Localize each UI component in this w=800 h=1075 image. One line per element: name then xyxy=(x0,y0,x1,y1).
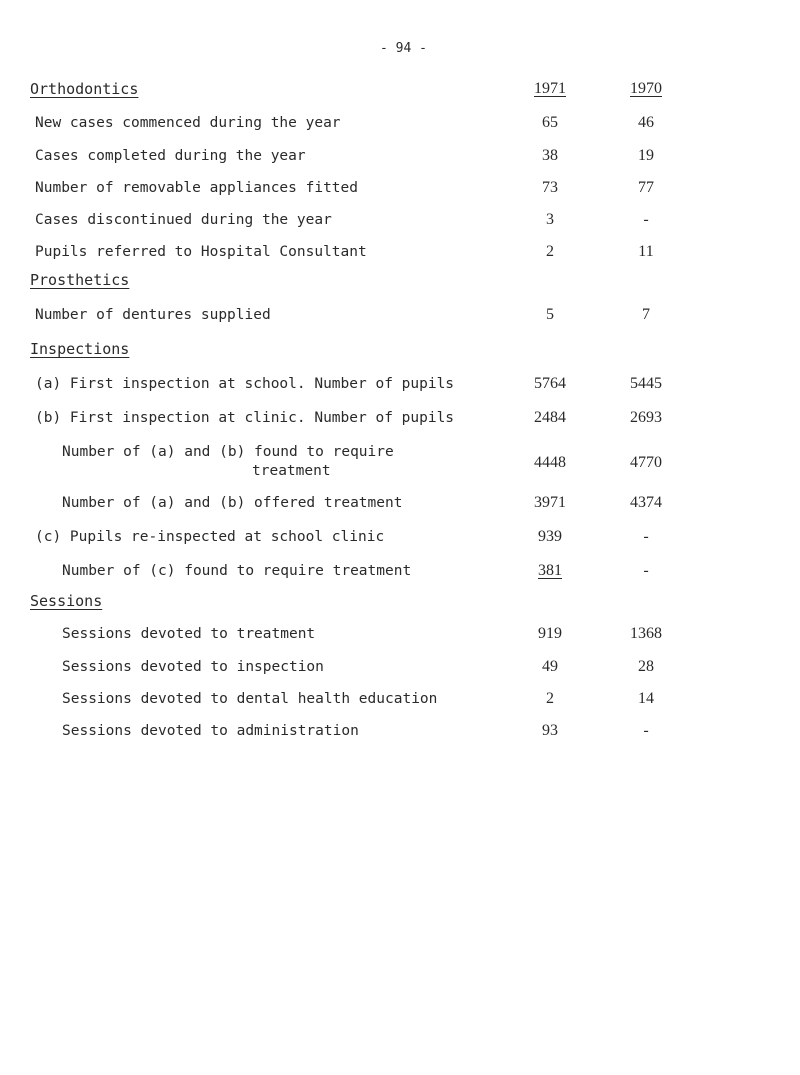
row-label: Number of (a) and (b) offered treatment xyxy=(62,495,403,511)
sessions-heading: Sessions xyxy=(30,592,103,610)
row-label: (a) First inspection at school. Number of pupils xyxy=(35,376,455,392)
row-label: Sessions devoted to administration xyxy=(62,723,359,739)
value-1970: - xyxy=(643,211,649,228)
value-1971: 939 xyxy=(538,528,562,545)
prosthetics-heading: Prosthetics xyxy=(30,271,130,289)
value-1970: 11 xyxy=(638,243,654,260)
row-label: New cases commenced during the year xyxy=(35,115,341,131)
value-1970: 19 xyxy=(638,147,654,164)
value-1970: - xyxy=(643,722,649,739)
value-1971: 49 xyxy=(542,658,558,675)
value-1971: 2484 xyxy=(534,409,566,426)
value-1970: 1368 xyxy=(630,625,662,642)
row-label-continuation: treatment xyxy=(252,463,331,479)
value-1971: 4448 xyxy=(534,454,566,471)
value-1970: 4770 xyxy=(630,454,662,471)
value-1971: 5764 xyxy=(534,375,566,392)
value-1970: 5445 xyxy=(630,375,662,392)
value-1971: 93 xyxy=(542,722,558,739)
value-1971: 38 xyxy=(542,147,558,164)
value-1970: 7 xyxy=(642,306,650,323)
row-label: Cases completed during the year xyxy=(35,148,306,164)
value-1971: 73 xyxy=(542,179,558,196)
value-1970: 46 xyxy=(638,114,654,131)
value-1970: 4374 xyxy=(630,494,662,511)
row-label: Number of (a) and (b) found to require xyxy=(62,444,394,460)
value-1971: 65 xyxy=(542,114,558,131)
value-1970: - xyxy=(643,528,649,545)
value-1970: 28 xyxy=(638,658,654,675)
value-1971: 2 xyxy=(546,243,554,260)
value-1971: 381 xyxy=(538,562,562,579)
value-1971: 2 xyxy=(546,690,554,707)
row-label: Pupils referred to Hospital Consultant xyxy=(35,244,367,260)
row-label: Sessions devoted to inspection xyxy=(62,659,324,675)
row-label: Number of (c) found to require treatment xyxy=(62,563,412,579)
value-1971: 5 xyxy=(546,306,554,323)
column-header-1970: 1970 xyxy=(630,80,662,97)
value-1970: 77 xyxy=(638,179,654,196)
orthodontics-heading: Orthodontics xyxy=(30,80,139,98)
row-label: (b) First inspection at clinic. Number of pupils xyxy=(35,410,455,426)
row-label: Number of removable appliances fitted xyxy=(35,180,359,196)
page-number: - 94 - xyxy=(380,41,427,56)
row-label: Sessions devoted to dental health education xyxy=(62,691,438,707)
value-1970: 2693 xyxy=(630,409,662,426)
value-1971: 3 xyxy=(546,211,554,228)
row-label: Number of dentures supplied xyxy=(35,307,271,323)
value-1971: 3971 xyxy=(534,494,566,511)
row-label: (c) Pupils re-inspected at school clinic xyxy=(35,529,385,545)
value-1970: 14 xyxy=(638,690,654,707)
column-header-1971: 1971 xyxy=(534,80,566,97)
row-label: Sessions devoted to treatment xyxy=(62,626,316,642)
row-label: Cases discontinued during the year xyxy=(35,212,332,228)
inspections-heading: Inspections xyxy=(30,340,130,358)
value-1971: 919 xyxy=(538,625,562,642)
value-1970: - xyxy=(643,562,649,579)
